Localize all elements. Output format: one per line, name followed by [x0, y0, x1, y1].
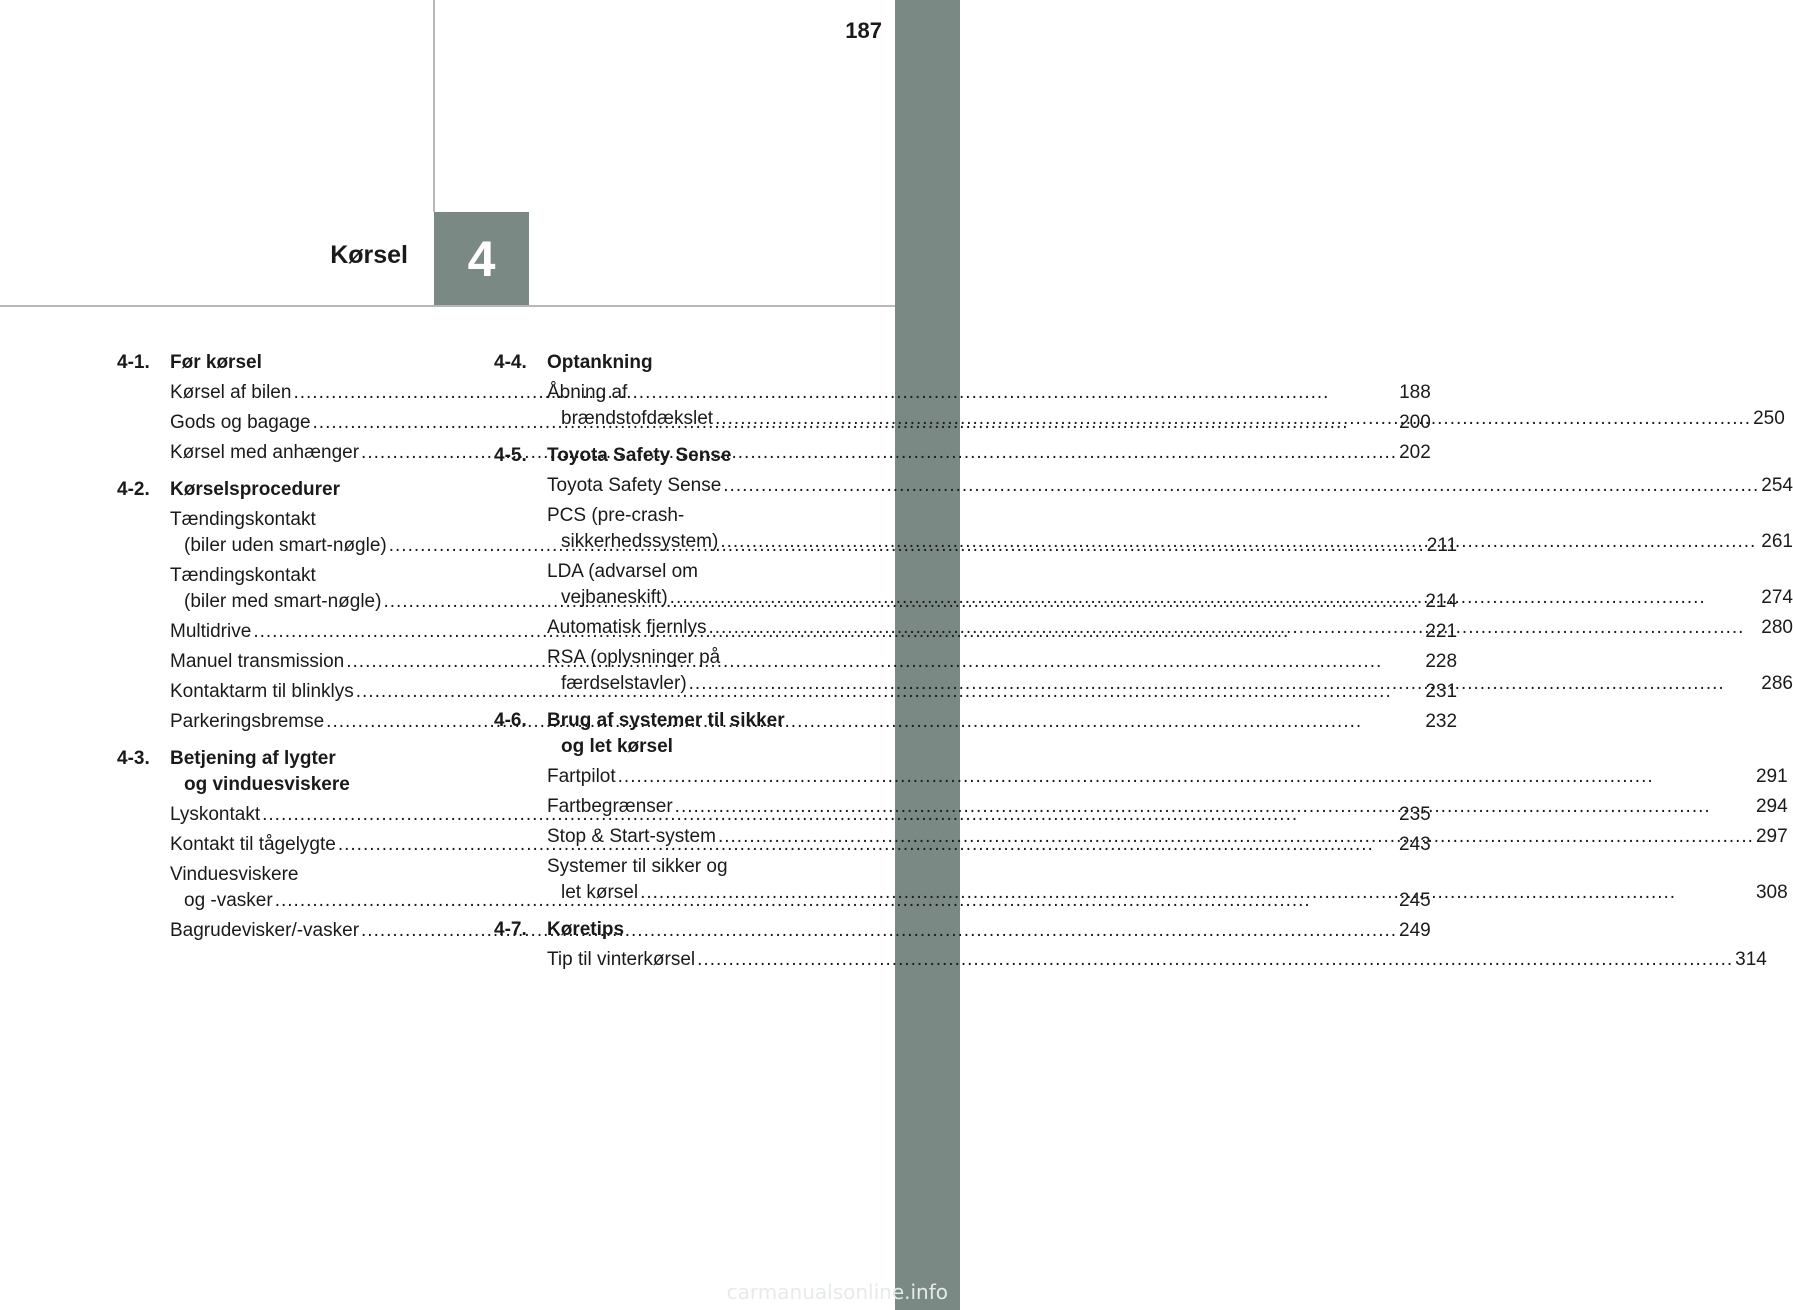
section-title-line: Betjening af lygter	[170, 748, 336, 769]
entry-title-line: Tændingskontakt	[170, 565, 316, 586]
entry-title-line: (biler med smart-nøgle)	[184, 591, 382, 612]
section-title-line: Før kørsel	[170, 352, 262, 373]
section-title-line: Køretips	[547, 919, 625, 940]
entry-page-number: 200	[1399, 412, 1431, 433]
toc-entry[interactable]	[547, 794, 1788, 820]
section-body	[547, 917, 1767, 973]
entry-page-number: 254	[1761, 475, 1793, 496]
dot-leader	[670, 585, 1760, 611]
entry-title-line: Multidrive	[170, 621, 252, 642]
entry-title-line: Tip til vinterkørsel	[547, 949, 696, 970]
entry-line	[547, 794, 1788, 820]
entry-page-number: 232	[1425, 711, 1458, 732]
entry-page-number: 188	[1399, 382, 1431, 403]
dot-leader	[618, 764, 1754, 790]
chapter-number-box	[434, 212, 529, 305]
entry-page-number: 243	[1399, 834, 1431, 855]
toc-entry[interactable]	[547, 947, 1767, 973]
entry-title-line: (biler uden smart-nøgle)	[184, 535, 387, 556]
entry-line	[547, 764, 1788, 790]
chapter-title: Kørsel	[330, 241, 408, 269]
entry-title-line: LDA (advarsel om	[547, 561, 699, 582]
entry-page-number: 249	[1399, 920, 1431, 941]
entry-line	[547, 615, 1793, 641]
toc-entry[interactable]	[547, 824, 1788, 850]
entry-line	[547, 880, 1788, 906]
section-title	[547, 443, 1793, 469]
section-number: 4-7.	[494, 919, 527, 940]
section-title	[547, 350, 1785, 376]
entry-page-number: 228	[1425, 651, 1458, 672]
entry-page-number: 211	[1426, 535, 1458, 556]
watermark: carmanualsonline.info	[726, 1280, 948, 1304]
entry-title-line: Åbning af	[547, 382, 628, 403]
entry-title-line: færdselstavler)	[561, 673, 687, 694]
section-title-line: Brug af systemer til sikker	[547, 710, 785, 731]
entry-page-number: 261	[1761, 531, 1793, 552]
section-body	[547, 708, 1788, 906]
section-number: 4-3.	[117, 748, 150, 769]
toc-entry[interactable]	[547, 473, 1793, 499]
entry-page-number: 280	[1761, 617, 1793, 638]
entry-title-line: Fartbegrænser	[547, 796, 673, 817]
entry-title-line: Parkeringsbremse	[170, 711, 325, 732]
entry-title-line: vejbaneskift)	[561, 587, 668, 608]
entry-title-line: Bagrudevisker/-vasker	[170, 920, 360, 941]
entry-page-number: 308	[1755, 882, 1788, 903]
dot-leader	[720, 529, 1759, 555]
entry-page-number: 250	[1753, 408, 1785, 429]
entry-page-number: 214	[1425, 591, 1458, 612]
section-number: 4-2.	[117, 479, 150, 500]
entry-page-number: 286	[1761, 673, 1793, 694]
entry-title-line: RSA (oplysninger på	[547, 647, 721, 668]
entry-title-line: Vinduesviskere	[170, 864, 299, 885]
entry-page-number: 291	[1755, 766, 1788, 787]
toc-entry[interactable]	[547, 559, 1793, 611]
header-vertical-rule	[433, 0, 435, 212]
dot-leader	[708, 615, 1759, 641]
entry-title-line: Gods og bagage	[170, 412, 311, 433]
toc-entry[interactable]	[547, 615, 1793, 641]
entry-title-line: Fartpilot	[547, 766, 616, 787]
toc-entry[interactable]	[547, 854, 1788, 906]
entry-line	[547, 824, 1788, 850]
toc-entry[interactable]	[547, 764, 1788, 790]
entry-line	[547, 585, 1793, 611]
header-horizontal-rule	[0, 305, 895, 307]
dot-leader	[715, 406, 1751, 432]
entry-page-number: 294	[1755, 796, 1788, 817]
section-title-line: Optankning	[547, 352, 653, 373]
entry-line	[547, 671, 1793, 697]
entry-title-line: Stop & Start-system	[547, 826, 716, 847]
entry-title-line: let kørsel	[561, 882, 639, 903]
section-number: 4-1.	[117, 352, 150, 373]
section-title	[547, 708, 1788, 760]
entry-title-line: PCS (pre-crash-	[547, 505, 685, 526]
entry-page-number: 314	[1735, 949, 1767, 970]
section-title-line: og let kørsel	[561, 736, 673, 757]
dot-leader	[697, 947, 1733, 973]
page-number: 187	[845, 18, 882, 43]
section-body	[547, 350, 1785, 432]
section-title-line: og vinduesviskere	[184, 774, 350, 795]
entry-title-line: Kørsel af bilen	[170, 382, 292, 403]
entry-title-line: Lyskontakt	[170, 804, 261, 825]
section-title	[547, 917, 1767, 943]
entry-line	[547, 406, 1785, 432]
section-title-line: Kørselsprocedurer	[170, 479, 341, 500]
dot-leader	[723, 473, 1759, 499]
entry-line	[547, 947, 1767, 973]
entry-page-number: 231	[1425, 681, 1458, 702]
entry-title-line: Toyota Safety Sense	[547, 475, 722, 496]
section-body	[547, 443, 1793, 697]
dot-leader	[689, 671, 1760, 697]
dot-leader	[675, 794, 1754, 820]
entry-title-line: Systemer til sikker og	[547, 856, 728, 877]
chapter-number: 4	[467, 230, 496, 287]
toc-entry[interactable]	[547, 503, 1793, 555]
entry-page-number: 274	[1761, 587, 1793, 608]
entry-page-number: 202	[1399, 442, 1431, 463]
dot-leader	[640, 880, 1754, 906]
toc-entry[interactable]	[547, 380, 1785, 432]
section-number: 4-5.	[494, 445, 527, 466]
toc-entry[interactable]	[547, 645, 1793, 697]
entry-page-number: 221	[1425, 621, 1458, 642]
dot-leader	[718, 824, 1754, 850]
entry-page-number: 245	[1399, 890, 1431, 911]
section-number: 4-6.	[494, 710, 527, 731]
section-number: 4-4.	[494, 352, 527, 373]
entry-title-line: sikkerhedssystem)	[561, 531, 719, 552]
entry-line	[547, 473, 1793, 499]
entry-title-line: Tændingskontakt	[170, 509, 316, 530]
entry-page-number: 235	[1399, 804, 1431, 825]
entry-line	[547, 529, 1793, 555]
entry-title-line: Kørsel med anhænger	[170, 442, 360, 463]
entry-title-line: Kontaktarm til blinklys	[170, 681, 354, 702]
entry-page-number: 297	[1755, 826, 1788, 847]
entry-title-line: Manuel transmission	[170, 651, 345, 672]
section-title-line: Toyota Safety Sense	[547, 445, 732, 466]
entry-title-line: Kontakt til tågelygte	[170, 834, 336, 855]
entry-title-line: Automatisk fjernlys	[547, 617, 707, 638]
entry-title-line: og -vasker	[184, 890, 273, 911]
entry-title-line: brændstofdækslet	[561, 408, 714, 429]
